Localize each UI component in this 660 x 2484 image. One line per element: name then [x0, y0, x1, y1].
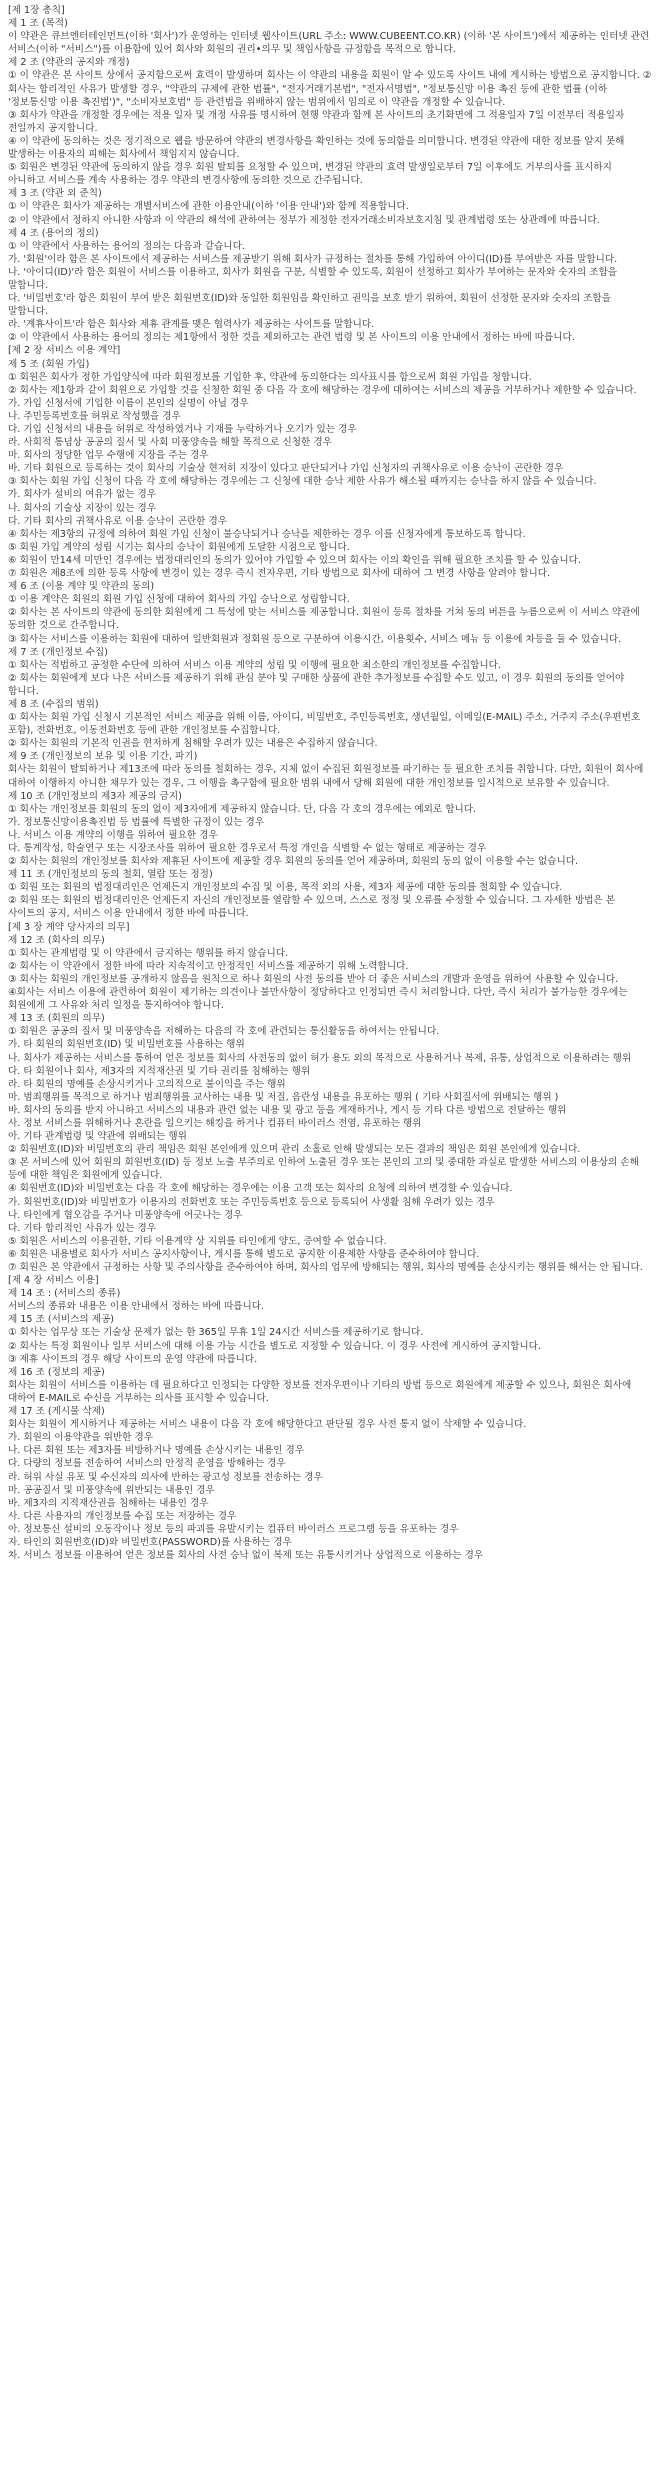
terms-paragraph: 제 12 조 (회사의 의무) — [8, 934, 105, 946]
terms-paragraph: 다. 기입 신청서의 내용을 허위로 작성하였거나 기재를 누락하거나 오기가 있는 경우 — [8, 424, 357, 435]
terms-paragraph: 나. '아이디(ID)'라 함은 회원이 서비스를 이용하고, 회사가 회원을 구분, 식별할 수 있도록, 회원이 선정하고 회사가 부여하는 문자와 숫자의 조합을 말합니다. — [8, 266, 618, 291]
terms-paragraph: ② 회원 또는 회원의 법정대리인은 언제든지 자신의 개인정보를 열람할 수 있으며, 스스로 정정 및 오류를 수정할 수 있습니다. 그 자세한 방법은 본 사이트의 공지, 서비스 이용 안내에서 정한 바에 따릅니다. — [8, 895, 615, 920]
terms-paragraph: 라. 타 회원의 명예를 손상시키거나 고의적으로 불이익을 주는 행위 — [8, 1078, 286, 1090]
terms-paragraph: ③ 제휴 사이트의 경우 해당 사이트의 운영 약관에 따릅니다. — [8, 1353, 258, 1365]
terms-paragraph: 마. 회사의 정당한 업무 수행에 지장을 주는 경우 — [8, 450, 209, 462]
terms-paragraph: 제 16 조 (정보의 제공) — [8, 1366, 105, 1378]
terms-paragraph: ② 회사는 회원에게 보다 나은 서비스를 제공하기 위해 관심 분야 및 구매한 상품에 관한 추가정보를 수집할 수도 있고, 이 경우 회원의 동의를 얻어야 합니다. — [8, 672, 625, 697]
terms-paragraph: 나. 주민등록번호를 허위로 작성했을 경우 — [8, 410, 181, 422]
terms-paragraph: 다. 통계작성, 학술연구 또는 시장조사를 위하여 필요한 경우로서 특정 개인을 식별할 수 없는 형태로 제공하는 경우 — [8, 843, 487, 854]
terms-paragraph: ⑦ 회원은 본 약관에서 규정하는 사항 및 주의사항을 준수하여야 하며, 회사의 업무에 방해되는 행위, 회사의 명예를 손상시키는 행위를 해서는 안 됩니다. — [8, 1262, 643, 1273]
terms-paragraph: 다. 기타 합리적인 사유가 있는 경우 — [8, 1222, 157, 1234]
terms-paragraph: ③ 회사가 약관을 개정할 경우에는 적용 일자 및 개정 사유를 명시하여 현행 약관과 함께 본 사이트의 초기화면에 그 적용일자 7일 이전부터 적용일자 전일까지 공지합니다. — [8, 109, 625, 134]
terms-paragraph: 사. 정보 서비스를 위해하거나 혼란을 일으키는 해킹을 하거나 컴퓨터 바이러스 전염, 유포하는 행위 — [8, 1117, 422, 1129]
terms-paragraph: ② 이 약관에서 사용하는 용어의 정의는 제1항에서 정한 것을 제외하고는 관련 법령 및 본 사이트의 이용 안내에서 정하는 바에 따릅니다. — [8, 332, 575, 344]
terms-paragraph: 가. 정보통신망이용촉진법 등 법률에 특별한 규정이 있는 경우 — [8, 816, 265, 828]
terms-paragraph: ① 이용 계약은 회원의 회원 가입 신청에 대하여 회사의 가입 승낙으로 성립합니다. — [8, 594, 350, 606]
terms-paragraph: ① 이 약관은 회사가 제공하는 개별서비스에 관한 이용안내(이하 '이용 안내')와 함께 적용합니다. — [8, 201, 409, 213]
terms-paragraph: 가. 타 회원의 회원번호(ID) 및 비밀번호를 사용하는 행위 — [8, 1039, 245, 1051]
terms-paragraph: 가. 회원번호(ID)와 비밀번호가 이용자의 전화번호 또는 주민등록번호 등으로 등록되어 사생활 침해 우려가 있는 경우 — [8, 1196, 495, 1208]
terms-paragraph: 나. 회사가 제공하는 서비스를 통하여 얻은 정보를 회사의 사전동의 없이 허가 용도 외의 목적으로 사용하거나 복제, 유통, 상업적으로 이용하려는 행위 — [8, 1052, 632, 1064]
terms-paragraph: ⑥ 회원은 내용별로 회사가 서비스 공지사항이나, 게시를 통해 별도로 공지한 이용제한 사항을 준수하여야 합니다. — [8, 1248, 480, 1260]
terms-paragraph: 사. 다른 사용자의 개인정보를 수집 또는 저장하는 경우 — [8, 1510, 237, 1522]
terms-paragraph: 다. 기타 회사의 귀책사유로 이용 승낙이 곤란한 경우 — [8, 515, 228, 527]
terms-paragraph: ③ 회사는 서비스를 이용하는 회원에 대하여 일반회원과 정회원 등으로 구분하여 이용시간, 이용횟수, 서비스 메뉴 등 이용에 차등을 둘 수 있습니다. — [8, 633, 622, 645]
terms-paragraph: ① 회원 또는 회원의 법정대리인은 언제든지 개인정보의 수집 및 이용, 목적 외의 사용, 제3자 제공에 대한 동의를 철회할 수 있습니다. — [8, 882, 563, 894]
terms-paragraph: 제 17 조 (게시물 삭제) — [8, 1406, 105, 1418]
terms-paragraph: ③ 회사는 회원의 개인정보를 공개하지 않음을 원칙으로 하나 회원의 사전 동의를 받아 더 좋은 서비스의 개발과 운영을 위하여 사용할 수 있습니다. — [8, 973, 619, 985]
terms-paragraph: ② 회사는 본 사이트의 약관에 동의한 회원에게 그 특성에 맞는 서비스를 제공합니다. 회원이 등록 절차를 거쳐 동의 버튼을 누름으로써 이 서비스 약관에 동의한 것으로 간주합니다. — [8, 607, 640, 632]
terms-paragraph: ① 회사는 업무상 또는 기술상 문제가 없는 한 365일 무휴 1일 24시간 서비스를 제공하기로 합니다. — [8, 1327, 424, 1339]
terms-paragraph: ① 이 약관은 본 사이트 상에서 공지함으로써 효력이 발생하며 회사는 이 약관의 내용을 회원이 알 수 있도록 사이트 내에 게시하는 방법으로 공지합니다. ② 회사는 합리적인 사유가 발생할 경우, "약관의 규제에 관한 법률", "전자거래기본법", "전자서명법", "정보통신망 이용 촉진 등에 관한 법률 (이하 '정보통신망 이용 촉진법')", "소비자보호법" 등 관련법을 위배하지 않는 범위에서 임의로 이 약관을 개정할 수 있습니다. — [8, 70, 652, 108]
terms-paragraph: ④ 이 약관에 동의하는 것은 정기적으로 웹을 방문하여 약관의 변경사항을 확인하는 것에 동의함을 의미합니다. 변경된 약관에 대한 정보를 알지 못해 발생하는 이용자의 피해는 회사에서 책임지지 않습니다. — [8, 135, 625, 161]
terms-paragraph: 다. '비밀번호'라 함은 회원이 부여 받은 회원번호(ID)와 동일한 회원임을 확인하고 권익을 보호 받기 위하여, 회원이 선정한 문자와 숫자의 조합을 말합니다. — [8, 293, 611, 318]
terms-paragraph: 라. 사회적 통념상 공공의 질서 및 사회 미풍양속을 해할 목적으로 신청한 경우 — [8, 437, 332, 449]
terms-paragraph: 라. '계휴사이트'라 함은 회사와 제휴 관계를 맺은 협력사가 제공하는 사이트를 말합니다. — [8, 319, 375, 331]
terms-paragraph: ⑤ 회원은 서비스의 이용권한, 기타 이용계약 상 지위를 타인에게 양도, 증여할 수 없습니다. — [8, 1235, 387, 1247]
terms-paragraph: 제 4 조 (용어의 정의) — [8, 227, 99, 239]
terms-paragraph: 라. 허위 사실 유포 및 수신자의 의사에 반하는 광고성 정보를 전송하는 경우 — [8, 1471, 323, 1483]
terms-paragraph: 마. 공공질서 및 미풍양속에 위반되는 내용인 경우 — [8, 1484, 215, 1496]
terms-paragraph: 제 5 조 (회원 가입) — [8, 358, 90, 370]
terms-paragraph: ④ 회사는 제3항의 규정에 의하여 회원 가입 신청이 불승낙되거나 승낙을 제한하는 경우 이를 신청자에게 통보하도록 합니다. — [8, 528, 526, 540]
terms-paragraph: [제 2 장 서비스 이용 계약] — [8, 345, 121, 357]
terms-paragraph: 가. 가입 신청서에 기입한 이름이 본인의 실명이 아닐 경우 — [8, 397, 249, 409]
terms-paragraph: ② 회사는 이 약관에서 정한 바에 따라 지속적이고 안정적인 서비스를 제공하기 위해 노력합니다. — [8, 960, 409, 972]
terms-paragraph: ④회사는 서비스 이용에 관련하여 회원이 제기하는 의견이나 불만사항이 정당하다고 인정되면 즉시 처리합니다. 다만, 즉시 처리가 불가능한 경우에는 회원에게 그 사유와 처리 일정을 통지하여야 합니다. — [8, 987, 628, 1012]
terms-paragraph: [제 3 장 계약 당사자의 의무] — [8, 921, 130, 933]
terms-paragraph: [제 4 장 서비스 이용] — [8, 1275, 99, 1287]
terms-paragraph: 서비스의 종류와 내용은 이용 안내에서 정하는 바에 따릅니다. — [8, 1301, 265, 1313]
terms-paragraph: 바. 회사의 동의를 받지 아니하고 서비스의 내용과 관련 없는 내용 및 광고 등을 게재하거나, 게시 등 기타 다른 방법으로 전달하는 행위 — [8, 1104, 567, 1116]
terms-paragraph: 나. 회사의 기술상 지장이 있는 경우 — [8, 502, 157, 514]
terms-paragraph: 가. '회원'이라 함은 본 사이트에서 제공하는 서비스를 제공받기 위해 회사가 규정하는 절차를 통해 가입하여 아이디(ID)를 부여받은 자를 말합니다. — [8, 253, 618, 265]
terms-paragraph: 다. 타 회원이나 회사, 제3자의 지적재산권 및 기타 권리를 침해하는 행위 — [8, 1065, 311, 1077]
terms-paragraph: 나. 타인에게 혐오감을 주거나 미풍양속에 어긋나는 경우 — [8, 1209, 243, 1221]
terms-paragraph: 제 1 조 (목적) — [8, 18, 68, 30]
terms-paragraph: 회사는 회원이 서비스를 이용하는 데 필요하다고 인정되는 다양한 정보를 전자우편이나 기타의 방법 등으로 회원에게 제공할 수 있으나, 회원은 회사에 대하여 E-MAIL로 수신을 거부하는 의사를 표시할 수 있습니다. — [8, 1379, 632, 1404]
terms-paragraph: 가. 회사가 설비의 여유가 없는 경우 — [8, 489, 157, 501]
terms-paragraph: 바. 기타 회원으로 등록하는 것이 회사의 기술상 현저히 지장이 있다고 판단되거나 가입 신청자의 귀책사유로 이용 승낙이 곤란한 경우 — [8, 463, 564, 475]
terms-paragraph: ③ 본 서비스에 있어 회원의 회원번호(ID) 등 정보 노출 부주의로 인하여 노출된 경우 또는 본인의 고의 및 중대한 과실로 발생한 서비스의 이용상의 손해 등에 대한 책임은 회원에게 있습니다. — [8, 1157, 639, 1182]
terms-paragraph: 아. 기타 관계법령 및 약관에 위배되는 행위 — [8, 1131, 187, 1143]
terms-paragraph: 아. 정보통신 설비의 오동작이나 정보 등의 파괴를 유발시키는 컴퓨터 바이러스 프로그램 등을 유포하는 경우 — [8, 1523, 459, 1535]
terms-paragraph: 다. 다량의 정보를 전송하여 서비스의 안정적 운영을 방해하는 경우 — [8, 1458, 286, 1470]
terms-paragraph: ⑦ 회원은 제8조에 의한 등록 사항에 변경이 있는 경우 즉시 전자우편, 기타 방법으로 회사에 대하여 그 변경 사항을 알려야 합니다. — [8, 568, 551, 580]
terms-paragraph: ① 회사는 회원 가입 신청시 기본적인 서비스 제공을 위해 이름, 아이디, 비밀번호, 주민등록번호, 생년월일, 이메일(E-MAIL) 주소, 거주지 주소(우편번호 포함), 전화번호, 이동전화번호 등에 관한 개인정보를 수집합니다. — [8, 712, 641, 737]
terms-paragraph: 제 10 조 (개인정보의 제3자 제공의 금지) — [8, 790, 182, 802]
terms-paragraph: ① 회원은 회사가 정한 가입양식에 따라 회원정보를 기입한 후, 약관에 동의한다는 의사표시를 함으로써 회원 가입을 청합니다. — [8, 371, 532, 383]
terms-paragraph: 회사는 회원이 게시하거나 제공하는 서비스 내용이 다음 각 호에 해당한다고 판단될 경우 사전 통지 없이 삭제할 수 있습니다. — [8, 1419, 527, 1431]
terms-paragraph: 가. 회원의 이용약관을 위반한 경우 — [8, 1432, 153, 1444]
terms-paragraph: 제 2 조 (약관의 공지와 개정) — [8, 57, 130, 69]
terms-paragraph: ① 이 약관에서 사용하는 용어의 정의는 다음과 같습니다. — [8, 240, 245, 252]
terms-paragraph: [제 1장 총칙] — [8, 5, 65, 16]
terms-paragraph: 마. 범죄행위를 목적으로 하거나 범죄행위를 교사하는 내용 및 저질, 음란성 내용을 유포하는 행위 ( 기타 사회질서에 위배되는 행위 ) — [8, 1091, 559, 1103]
terms-paragraph: 회사는 회원이 탈퇴하거나 제13조에 따라 동의를 철회하는 경우, 지체 없이 수집된 회원정보를 파기하는 등 필요한 조치를 취합니다. 다만, 회원이 회사에 대하여 이행하지 아니한 채무가 있는 경우, 그 이행을 촉구함에 필요한 범위 내에서 당해 회원에 대한 개인정보를 일시적으로 보유할 수 있습니다. — [8, 764, 644, 789]
terms-paragraph: ② 회사는 특정 회원이나 일부 서비스에 대해 이용 가능 시간을 별도로 지정할 수 있습니다. 이 경우 사전에 게시하여 공지합니다. — [8, 1340, 541, 1352]
terms-paragraph: ① 회사는 적법하고 공정한 수단에 의하여 서비스 이용 계약의 성립 및 이행에 필요한 최소한의 개인정보를 수집합니다. — [8, 659, 501, 671]
terms-paragraph: 제 15 조 (서비스의 제공) — [8, 1314, 115, 1326]
terms-paragraph: ⑥ 회원이 만14세 미만인 경우에는 법정대리인의 동의가 있어야 가입할 수 있으며 회사는 이의 확인을 위해 필요한 조치를 할 수 있습니다. — [8, 554, 581, 566]
terms-paragraph: 제 8 조 (수집의 범위) — [8, 698, 99, 710]
terms-paragraph: ⑤ 회원 가입 계약의 성립 시기는 회사의 승낙이 회원에게 도달한 시점으로 합니다. — [8, 541, 350, 553]
terms-paragraph: ② 회사는 제1항과 같이 회원으로 가입할 것을 신청한 회원 중 다음 각 호에 해당하는 경우에 대하여는 서비스의 제공을 거부하거나 제한할 수 있습니다. — [8, 384, 637, 396]
terms-paragraph: 제 9 조 (개인정보의 보유 및 이용 기간, 파기) — [8, 751, 198, 763]
terms-paragraph: ① 회원은 공공의 질서 및 미풍양속을 저해하는 다음의 각 호에 관련되는 통신활동을 하여서는 안됩니다. — [8, 1026, 440, 1038]
terms-paragraph: 제 7 조 (개인정보 수집) — [8, 646, 108, 658]
terms-paragraph: 차. 서비스 정보를 이용하여 얻은 정보를 회사의 사전 승낙 없이 복제 또는 유통시키거나 상업적으로 이용하는 경우 — [8, 1550, 484, 1562]
terms-paragraph: 자. 타인의 회원번호(ID)와 비밀번호(PASSWORD)를 사용하는 경우 — [8, 1536, 292, 1548]
terms-paragraph: 제 14 조 : (서비스의 종류) — [8, 1288, 121, 1300]
terms-paragraph: ③ 회사는 회원 가입 신청이 다음 각 호에 해당하는 경우에는 그 신청에 대한 승낙 제한 사유가 해소될 때까지는 승낙을 하지 않을 수 있습니다. — [8, 476, 597, 488]
terms-paragraph: 이 약관은 큐브엔터테인먼트(이하 '회사')가 운영하는 인터넷 웹사이트(URL 주소: WWW.CUBEENT.CO.KR) (이하 '본 사이트')에서 제공하는 인터넷 관련 서비스(이하 "서비스")를 이용함에 있어 회사와 회원의 권리•의무 및 책임사항을 규정함을 목적으로 합니다. — [8, 31, 650, 56]
terms-paragraph: ① 회사는 개인정보를 회원의 동의 없이 제3자에게 제공하지 않습니다. 단, 다음 각 호의 경우에는 예외로 합니다. — [8, 803, 477, 815]
terms-paragraph: ② 회사는 회원의 기본적 인권을 현저하게 침해할 우려가 있는 내용은 수집하지 않습니다. — [8, 738, 378, 750]
terms-paragraph: ② 회사는 회원의 개인정보를 회사와 제휴된 사이트에 제공할 경우 회원의 동의를 얻어 제공하며, 회원의 동의 없이 이용할 수는 없습니다. — [8, 856, 579, 868]
terms-paragraph: ⑤ 회원은 변경된 약관에 동의하지 않을 경우 회원 탈퇴를 요청할 수 있으며, 변경된 약관의 효력 발생일로부터 7일 이후에도 거부의사를 표시하지 아니하고 서비스를 계속 사용하는 경우 약관의 변경사항에 동의한 것으로 간주됩니다. — [8, 162, 612, 187]
terms-paragraph: ② 이 약관에서 정하지 아니한 사항과 이 약관의 해석에 관하여는 정부가 제정한 전자거래소비자보호지침 및 관계법령 또는 상관례에 따릅니다. — [8, 214, 600, 226]
terms-paragraph: 나. 다른 회원 또는 제3자를 비방하거나 명예를 손상시키는 내용인 경우 — [8, 1445, 305, 1457]
terms-paragraph: ② 회원번호(ID)와 비밀번호의 관리 책임은 회원 본인에게 있으며 관리 소홀로 인해 발생되는 모든 결과의 책임은 회원 본인에게 있습니다. — [8, 1144, 581, 1156]
terms-paragraph: 제 3 조 (약관 외 준칙) — [8, 188, 102, 200]
terms-paragraph: 제 6 조 (이용 계약 및 약관의 동의) — [8, 581, 155, 593]
terms-paragraph: ④ 회원번호(ID)와 비밀번호는 다음 각 호에 해당하는 경우에는 이용 고객 또는 회사의 요청에 의하여 변경할 수 있습니다. — [8, 1183, 513, 1195]
terms-paragraph: 제 13 조 (회원의 의무) — [8, 1013, 105, 1025]
terms-paragraph: 제 11 조 (개인정보의 동의 철회, 열람 또는 정정) — [8, 869, 213, 881]
terms-paragraph: 바. 제3자의 지적재산권을 침해하는 내용인 경우 — [8, 1497, 209, 1509]
terms-paragraph: 나. 서비스 이용 계약의 이행을 위하여 필요한 경우 — [8, 829, 218, 841]
terms-paragraph: ① 회사는 관계법령 및 이 약관에서 금지하는 행위를 하지 않습니다. — [8, 947, 289, 959]
